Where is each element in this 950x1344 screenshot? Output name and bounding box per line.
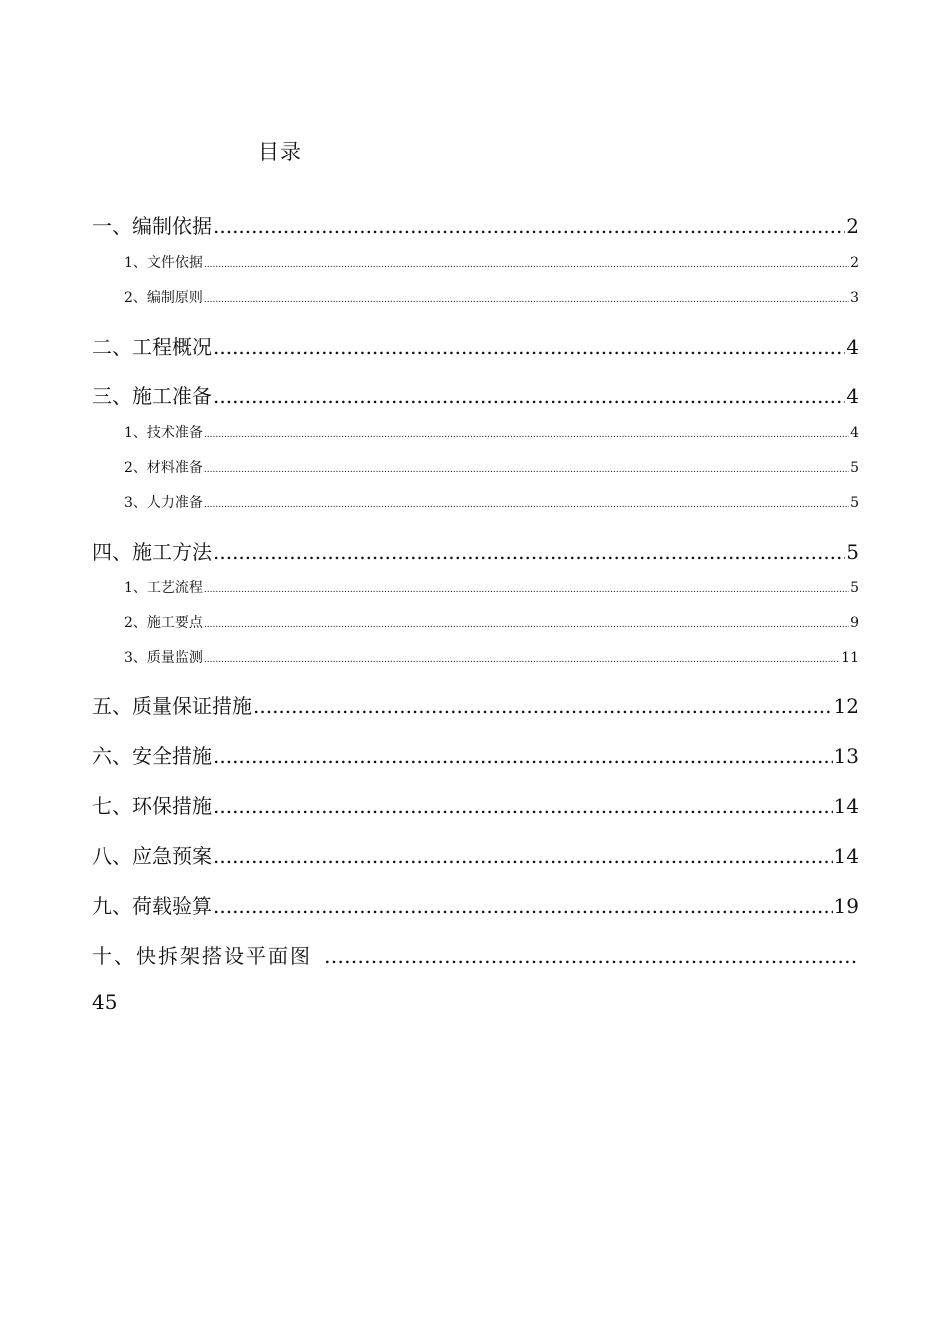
toc-entry-page: 14	[833, 844, 859, 868]
toc-leader-dots	[213, 335, 845, 359]
toc-entry-page: 13	[833, 744, 859, 768]
toc-entry[interactable]	[92, 790, 859, 819]
toc-entry-label: 五、质量保证措施	[92, 694, 252, 718]
toc-entry[interactable]	[92, 210, 859, 239]
toc-entry-page: 5	[846, 540, 859, 564]
toc-subentry-page: 9	[850, 615, 859, 631]
toc-subentry[interactable]	[124, 612, 859, 632]
toc-subentry[interactable]	[124, 647, 859, 667]
toc-entry[interactable]	[92, 331, 859, 360]
toc-leader-dots	[204, 460, 849, 476]
toc-entry[interactable]	[92, 536, 859, 565]
toc-subentry-label: 1、技术准备	[124, 425, 203, 441]
toc-leader-dots	[213, 844, 833, 868]
toc-entry-label: 十、快拆架搭设平面图	[92, 944, 312, 968]
toc-entry-page: 19	[833, 894, 859, 918]
toc-leader-dots	[213, 540, 845, 564]
toc-entry-page: 4	[846, 335, 859, 359]
toc-entry-page: 4	[846, 384, 859, 408]
toc-entry-label: 一、编制依据	[92, 214, 212, 238]
toc-leader-dots	[204, 580, 849, 596]
toc-subentry-page: 5	[850, 495, 859, 511]
toc-leader-dots	[204, 290, 849, 306]
toc-entry-label: 七、环保措施	[92, 794, 212, 818]
toc-leader-dots	[324, 944, 858, 968]
toc-leader-dots	[213, 214, 845, 238]
toc-subentry-page: 5	[850, 580, 859, 596]
toc-subentry-label: 3、质量监测	[124, 650, 203, 666]
toc-leader-dots	[253, 694, 833, 718]
toc-entry[interactable]	[92, 890, 859, 919]
toc-subentry[interactable]	[124, 577, 859, 597]
toc-entry-page: 14	[833, 794, 859, 818]
toc-subentry-label: 3、人力准备	[124, 495, 203, 511]
toc-leader-dots	[213, 794, 833, 818]
toc-entry-label: 九、荷载验算	[92, 894, 212, 918]
toc-leader-dots	[204, 615, 849, 631]
toc-subentry-page: 4	[850, 425, 859, 441]
toc-leader-dots	[204, 425, 849, 441]
toc-entry-page: 12	[833, 694, 859, 718]
toc-subentry-label: 2、编制原则	[124, 290, 203, 306]
toc-entry[interactable]	[92, 840, 859, 869]
toc-entry-label: 八、应急预案	[92, 844, 212, 868]
toc-entry[interactable]	[92, 690, 859, 719]
toc-subentry-label: 2、施工要点	[124, 615, 203, 631]
toc-entry-page: 2	[846, 214, 859, 238]
toc-subentry[interactable]	[124, 457, 859, 477]
toc-subentry-label: 1、文件依据	[124, 255, 203, 271]
toc-leader-dots	[213, 384, 845, 408]
toc-entry[interactable]	[92, 380, 859, 409]
toc-leader-dots	[213, 894, 833, 918]
toc-subentry-page: 5	[850, 460, 859, 476]
toc-subentry[interactable]	[124, 252, 859, 272]
toc-entry-label: 三、施工准备	[92, 384, 212, 408]
toc-leader-dots	[204, 255, 849, 271]
toc-subentry-label: 1、工艺流程	[124, 580, 203, 596]
toc-entry-page: 45	[92, 990, 118, 1014]
toc-subentry[interactable]	[124, 492, 859, 512]
toc-entry-label: 二、工程概况	[92, 335, 212, 359]
toc-subentry-page: 11	[841, 650, 859, 666]
toc-entry-label: 六、安全措施	[92, 744, 212, 768]
toc-subentry-page: 2	[850, 255, 859, 271]
toc-entry[interactable]	[92, 740, 859, 769]
toc-subentry[interactable]	[124, 422, 859, 442]
toc-subentry-label: 2、材料准备	[124, 460, 203, 476]
toc-entry[interactable]	[92, 940, 859, 969]
toc-leader-dots	[204, 495, 849, 511]
toc-subentry[interactable]	[124, 287, 859, 307]
toc-leader-dots	[213, 744, 833, 768]
toc-title: 目录	[258, 140, 302, 164]
toc-subentry-page: 3	[850, 290, 859, 306]
toc-leader-dots	[204, 650, 840, 666]
toc-entry-label: 四、施工方法	[92, 540, 212, 564]
